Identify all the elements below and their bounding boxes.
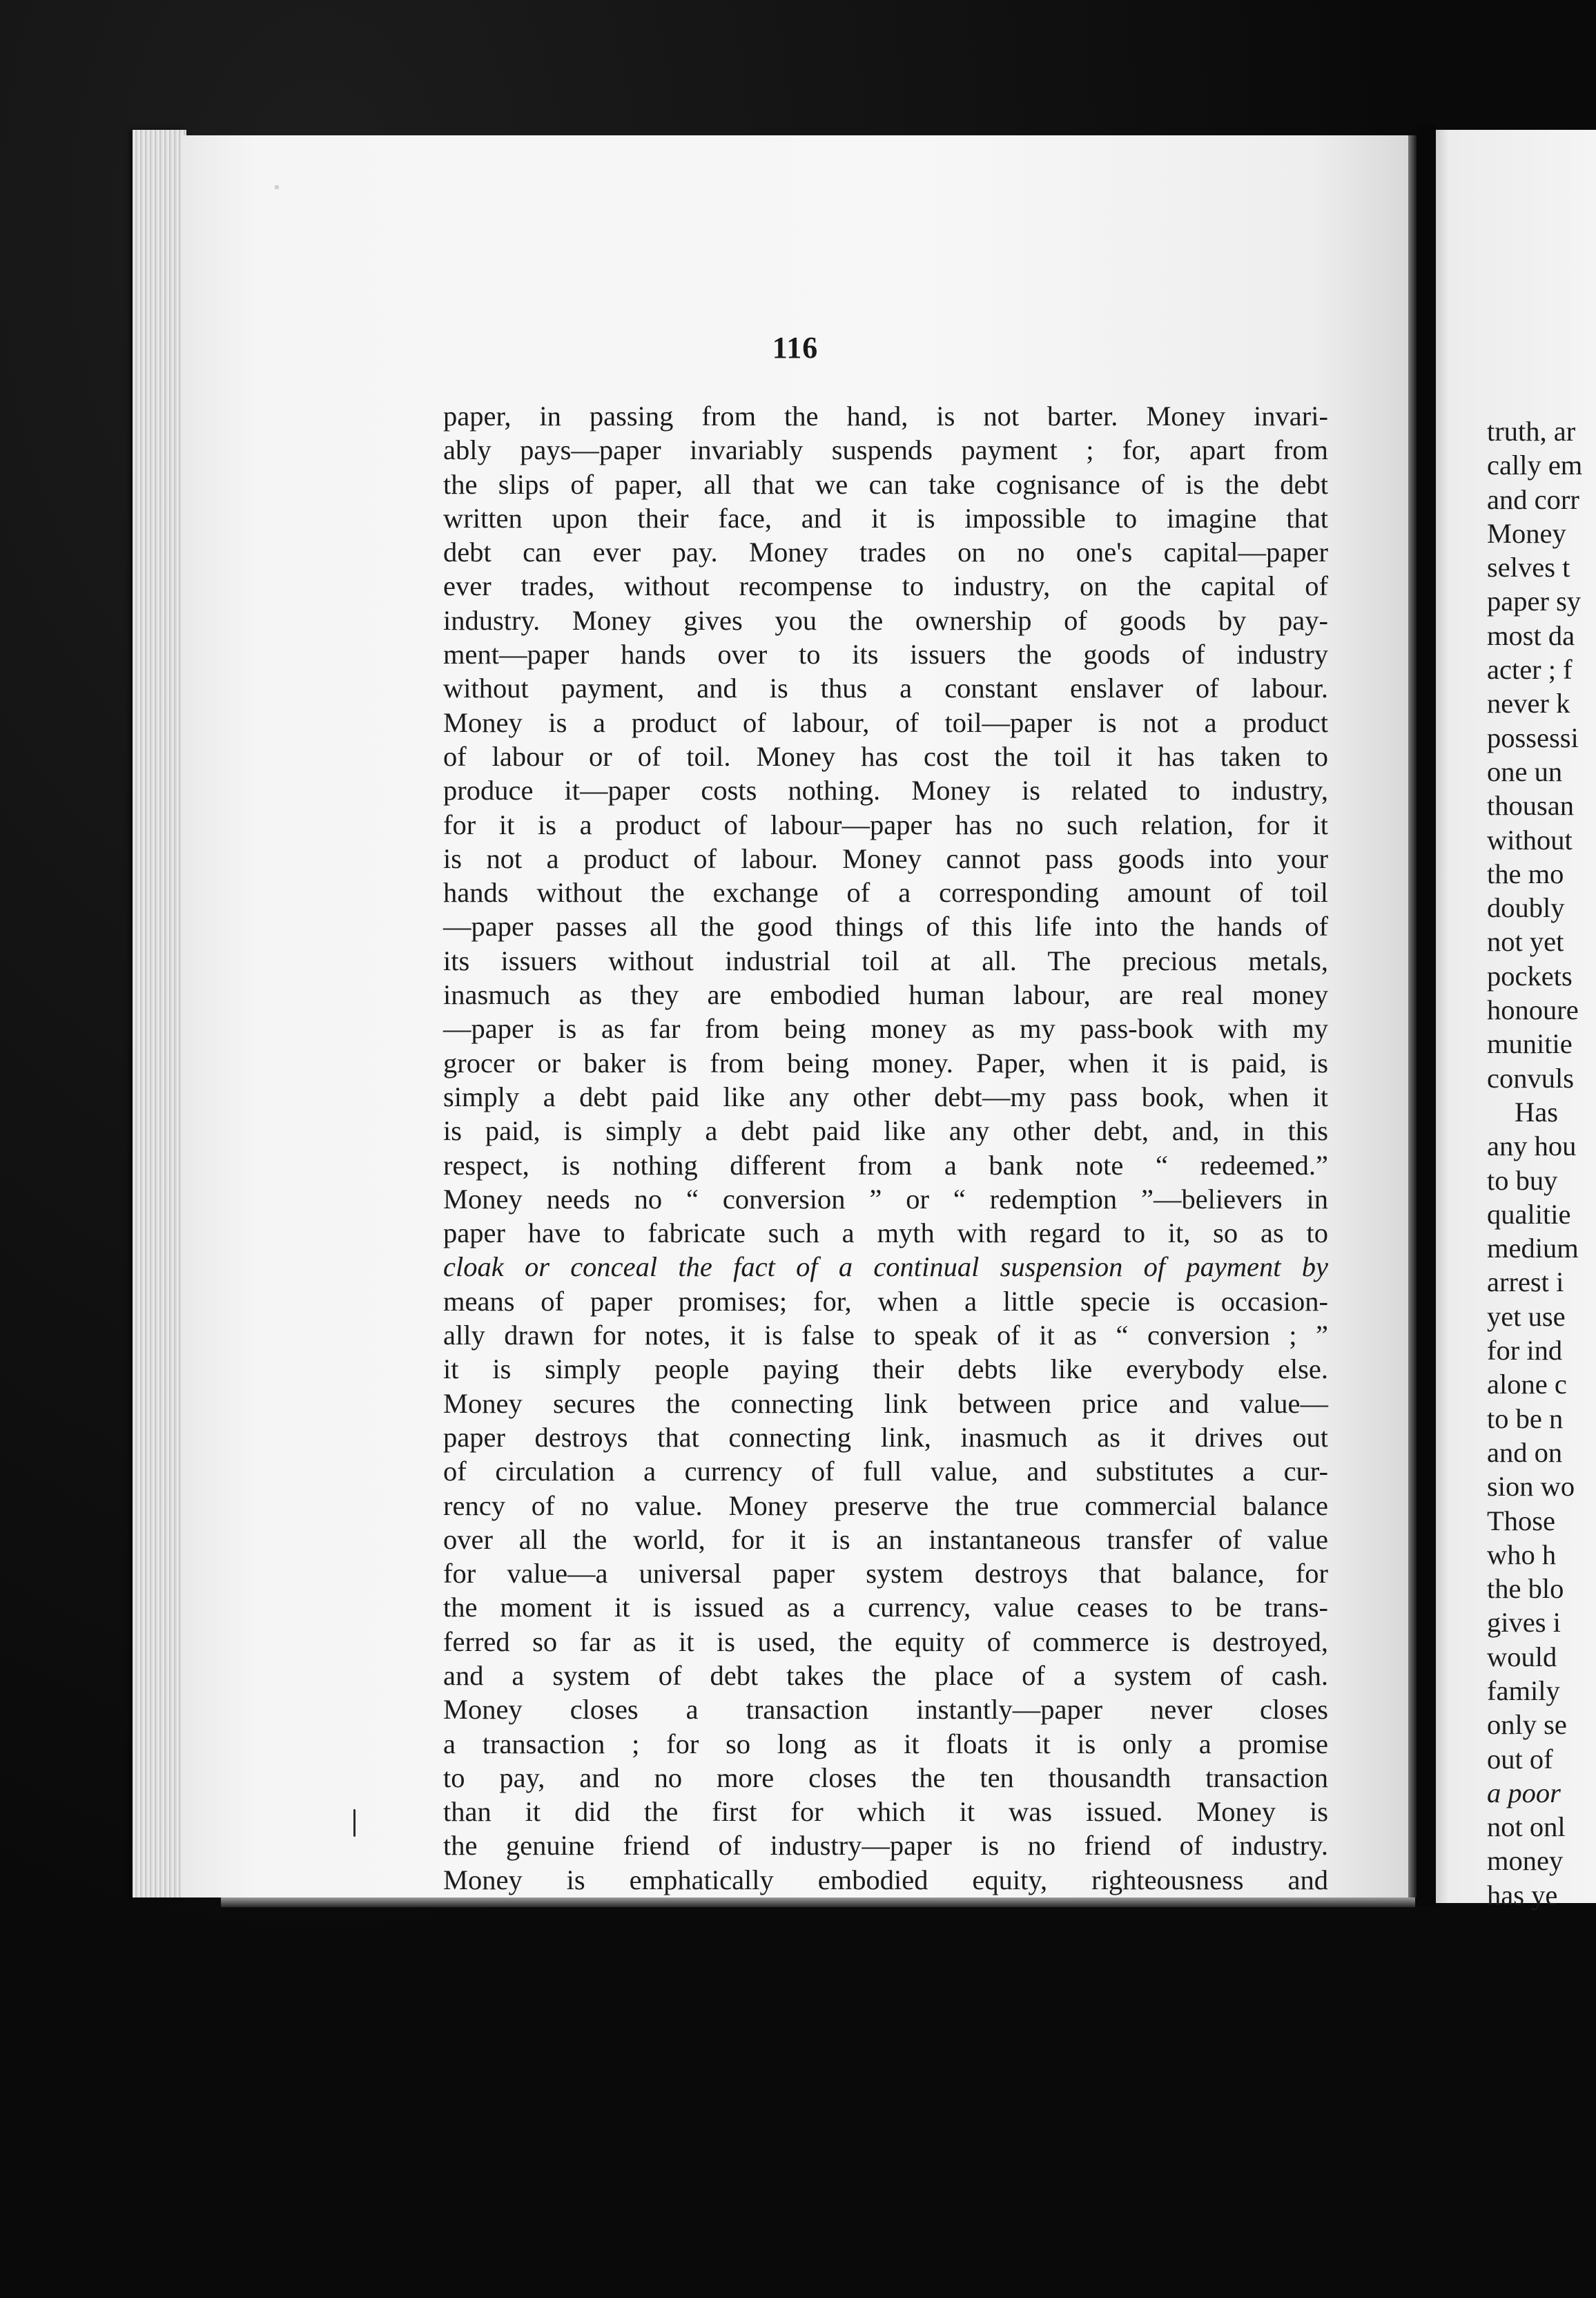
text-line: of labour or of toil. Money has cost the toil it has taken to: [443, 740, 1328, 772]
text-line: honoure: [1487, 994, 1579, 1026]
right-page-body-text: [1487, 414, 1596, 1912]
text-line: for value—a universal paper system destroys that balance, for: [443, 1558, 1328, 1590]
text-line: most da: [1487, 619, 1575, 651]
text-line: munitie: [1487, 1028, 1573, 1060]
text-line: ferred so far as it is used, the equity of commerce is destroyed,: [443, 1625, 1328, 1657]
text-line: not onl: [1487, 1811, 1566, 1843]
text-line: and corr: [1487, 483, 1579, 515]
text-line: ever trades, without recompense to industry, on the capital of: [443, 570, 1328, 602]
text-line: is not a product of labour. Money cannot pass goods into your: [443, 842, 1328, 874]
text-line: paper, in passing from the hand, is not barter. Money invari-: [443, 400, 1328, 432]
text-line: of circulation a currency of full value, and substitutes a cur-: [443, 1456, 1328, 1487]
text-line: debt can ever pay. Money trades on no one's capital—paper: [443, 537, 1328, 568]
text-line: without: [1487, 824, 1573, 856]
text-line: Money is a product of labour, of toil—paper is not a product: [443, 706, 1328, 738]
page-header: [181, 0, 1410, 387]
text-line: its issuers without industrial toil at all. The precious metals,: [443, 945, 1328, 976]
text-line: inasmuch as they are embodied human labour, are real money: [443, 979, 1328, 1011]
text-line: paper have to fabricate such a myth with regard to it, so as to: [443, 1217, 1328, 1249]
text-line: to be n: [1487, 1402, 1564, 1434]
text-line: and a system of debt takes the place of a system of cash.: [443, 1659, 1328, 1691]
text-line: to pay, and no more closes the ten thousandth transaction: [443, 1761, 1328, 1793]
text-line: the blo: [1487, 1573, 1564, 1605]
book-gutter: [1417, 124, 1436, 1906]
text-line: medium: [1487, 1233, 1579, 1264]
text-line: rency of no value. Money preserve the true commercial balance: [443, 1489, 1328, 1521]
text-line: industry. Money gives you the ownership of goods by pay-: [443, 604, 1328, 636]
text-line: —paper is as far from being money as my pass-book with my: [443, 1013, 1328, 1045]
left-page-body-text: [443, 399, 1328, 1897]
text-line: family: [1487, 1674, 1560, 1706]
text-line: doubly: [1487, 892, 1565, 924]
text-line: possessi: [1487, 722, 1579, 753]
text-line: Has: [1515, 1096, 1558, 1128]
text-line: ally drawn for notes, it is false to speak of it as “ conversion ; ”: [443, 1320, 1328, 1351]
scan-speck: [353, 1809, 356, 1837]
text-line: for ind: [1487, 1335, 1563, 1367]
text-line: arrest i: [1487, 1266, 1564, 1298]
text-line: sion wo: [1487, 1471, 1575, 1503]
text-line: a poor: [1487, 1777, 1561, 1808]
text-line: qualitie: [1487, 1198, 1571, 1230]
text-line: paper destroys that connecting link, inasmuch as it drives out: [443, 1421, 1328, 1453]
text-line: money: [1487, 1845, 1564, 1877]
text-line: thousan: [1487, 790, 1574, 822]
text-line: means of paper promises; for, when a little specie is occasion-: [443, 1285, 1328, 1317]
page-bottom-edge: [221, 1898, 1415, 1907]
text-line: over all the world, for it is an instantaneous transfer of value: [443, 1523, 1328, 1555]
text-line: never k: [1487, 688, 1570, 720]
text-line: a transaction ; for so long as it floats it is only a promise: [443, 1728, 1328, 1759]
text-line: Money closes a transaction instantly—paper never closes: [443, 1694, 1328, 1726]
text-line: truth, ar: [1487, 416, 1576, 447]
text-line: alone c: [1487, 1369, 1567, 1400]
text-line: not yet: [1487, 926, 1564, 958]
text-line: Money secures the connecting link between price and value—: [443, 1387, 1328, 1419]
text-line: who h: [1487, 1538, 1557, 1570]
text-line: Those: [1487, 1505, 1555, 1536]
text-line: the genuine friend of industry—paper is no friend of industry.: [443, 1830, 1328, 1862]
text-line: pockets: [1487, 960, 1573, 992]
text-line: to buy: [1487, 1164, 1558, 1196]
text-line: any hou: [1487, 1130, 1577, 1162]
text-line: simply a debt paid like any other debt—my pass book, when it: [443, 1081, 1328, 1112]
text-line: the mo: [1487, 858, 1564, 889]
left-page-shadow: [1408, 135, 1417, 1898]
text-line: Money needs no “ conversion ” or “ redemption ”—believers in: [443, 1183, 1328, 1215]
page-number: 116: [772, 331, 819, 365]
book-page-edges: [133, 130, 186, 1898]
text-line: it is simply people paying their debts like everybody else.: [443, 1353, 1328, 1385]
text-line: gives i: [1487, 1607, 1561, 1639]
text-line: acter ; f: [1487, 654, 1573, 686]
text-line: for it is a product of labour—paper has no such relation, for it: [443, 809, 1328, 840]
text-line: only se: [1487, 1709, 1567, 1741]
text-line: would: [1487, 1641, 1557, 1672]
text-line: than it did the first for which it was issued. Money is: [443, 1796, 1328, 1828]
text-line: Money: [1487, 517, 1566, 549]
text-line: selves t: [1487, 552, 1570, 583]
text-line: cloak or conceal the fact of a continual suspension of payment by: [443, 1251, 1328, 1283]
text-line: has ye: [1487, 1879, 1558, 1911]
text-line: hands without the exchange of a corresponding amount of toil: [443, 877, 1328, 909]
text-line: —paper passes all the good things of this life into the hands of: [443, 911, 1328, 943]
text-line: ment—paper hands over to its issuers the goods of industry: [443, 639, 1328, 670]
text-line: convuls: [1487, 1062, 1574, 1094]
text-line: produce it—paper costs nothing. Money is related to industry,: [443, 775, 1328, 807]
text-line: Money is emphatically embodied equity, righteousness and: [443, 1864, 1328, 1895]
text-line: paper sy: [1487, 586, 1582, 617]
text-line: yet use: [1487, 1300, 1566, 1332]
text-line: ably pays—paper invariably suspends payment ; for, apart from: [443, 434, 1328, 466]
text-line: cally em: [1487, 450, 1583, 481]
text-line: respect, is nothing different from a bank note “ redeemed.”: [443, 1149, 1328, 1181]
text-line: out of: [1487, 1743, 1553, 1775]
text-line: without payment, and is thus a constant enslaver of labour.: [443, 673, 1328, 704]
text-line: and on: [1487, 1436, 1563, 1468]
text-line: the slips of paper, all that we can take cognisance of is the debt: [443, 468, 1328, 500]
text-line: the moment it is issued as a currency, value ceases to be trans-: [443, 1592, 1328, 1623]
text-line: one un: [1487, 755, 1563, 787]
text-line: is paid, is simply a debt paid like any other debt, and, in this: [443, 1115, 1328, 1147]
text-line: grocer or baker is from being money. Paper, when it is paid, is: [443, 1047, 1328, 1079]
text-line: written upon their face, and it is impossible to imagine that: [443, 502, 1328, 534]
